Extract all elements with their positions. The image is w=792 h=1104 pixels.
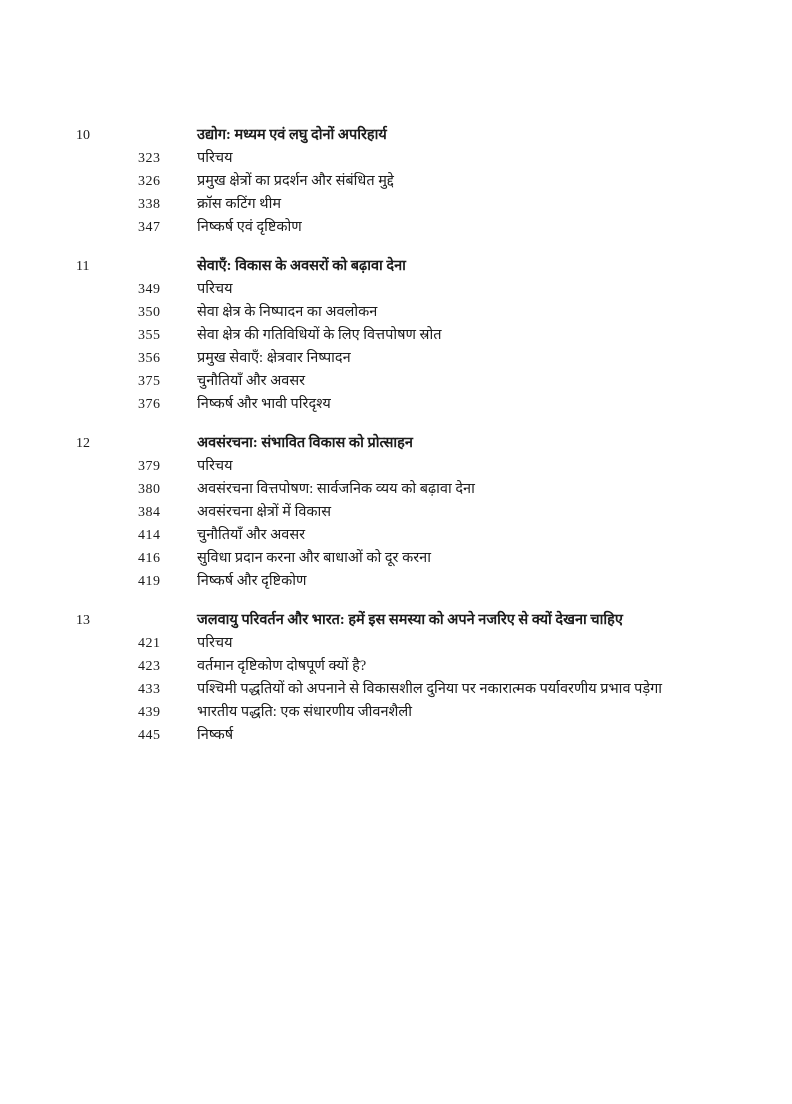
chapter-heading-row — [76, 124, 756, 147]
entry-page-number: 423 — [138, 659, 161, 674]
entry-title: सेवा क्षेत्र की गतिविधियों के लिए वित्तपोषण स्रोत — [197, 327, 442, 343]
toc-entry-row — [76, 170, 756, 193]
entry-page-number: 433 — [138, 682, 161, 697]
entry-title: प्रमुख सेवाएँ: क्षेत्रवार निष्पादन — [197, 350, 351, 366]
entry-page-number: 416 — [138, 551, 161, 566]
toc-entry-row — [76, 655, 756, 678]
toc-entry-row — [76, 370, 756, 393]
chapter-heading-row — [76, 609, 756, 632]
toc-entry-row — [76, 501, 756, 524]
toc-entry-row — [76, 347, 756, 370]
entry-title: परिचय — [197, 635, 233, 651]
entry-title: अवसंरचना क्षेत्रों में विकास — [197, 504, 332, 520]
toc-chapter — [76, 255, 756, 416]
entry-title: भारतीय पद्धति: एक संधारणीय जीवनशैली — [197, 704, 412, 720]
entry-page-number: 439 — [138, 705, 161, 720]
toc-entry-row — [76, 324, 756, 347]
toc-entry-row — [76, 570, 756, 593]
entry-title: सेवा क्षेत्र के निष्पादन का अवलोकन — [197, 304, 378, 320]
entry-title: अवसंरचना वित्तपोषण: सार्वजनिक व्यय को बढ़ावा देना — [197, 481, 475, 497]
entry-title: परिचय — [197, 458, 233, 474]
entry-title: परिचय — [197, 150, 233, 166]
toc-entry-row — [76, 478, 756, 501]
chapter-heading-row — [76, 255, 756, 278]
toc-entry-row — [76, 632, 756, 655]
chapter-title: अवसंरचना: संभावित विकास को प्रोत्साहन — [197, 435, 413, 451]
chapter-number: 13 — [76, 613, 90, 628]
toc-chapter — [76, 609, 756, 747]
entry-title: निष्कर्ष एवं दृष्टिकोण — [197, 219, 302, 235]
chapter-number: 10 — [76, 128, 90, 143]
entry-title: निष्कर्ष — [197, 727, 234, 743]
toc-entry-row — [76, 455, 756, 478]
entry-page-number: 379 — [138, 459, 161, 474]
entry-page-number: 380 — [138, 482, 161, 497]
toc-entry-row — [76, 216, 756, 239]
toc-entry-row — [76, 147, 756, 170]
entry-title: निष्कर्ष और दृष्टिकोण — [197, 573, 307, 589]
toc-entry-row — [76, 278, 756, 301]
toc-entry-row — [76, 524, 756, 547]
chapter-number: 11 — [76, 259, 90, 274]
toc-entry-row — [76, 701, 756, 724]
entry-page-number: 349 — [138, 282, 161, 297]
entry-title: क्रॉस कटिंग थीम — [197, 196, 281, 212]
toc-chapter-list — [76, 124, 756, 747]
entry-page-number: 421 — [138, 636, 161, 651]
toc-entry-row — [76, 193, 756, 216]
entry-page-number: 326 — [138, 174, 161, 189]
entry-title: चुनौतियाँ और अवसर — [197, 373, 306, 389]
entry-title: चुनौतियाँ और अवसर — [197, 527, 306, 543]
entry-title: सुविधा प्रदान करना और बाधाओं को दूर करना — [197, 550, 431, 566]
toc-entry-row — [76, 393, 756, 416]
chapter-title: जलवायु परिवर्तन और भारत: हमें इस समस्या को अपने नजरिए से क्यों देखना चाहिए — [197, 612, 623, 628]
chapter-number: 12 — [76, 436, 90, 451]
entry-page-number: 338 — [138, 197, 161, 212]
entry-page-number: 323 — [138, 151, 161, 166]
entry-title: परिचय — [197, 281, 233, 297]
entry-page-number: 347 — [138, 220, 161, 235]
entry-page-number: 419 — [138, 574, 161, 589]
entry-page-number: 376 — [138, 397, 161, 412]
toc-entry-row — [76, 301, 756, 324]
chapter-heading-row — [76, 432, 756, 455]
toc-chapter — [76, 124, 756, 239]
entry-page-number: 350 — [138, 305, 161, 320]
entry-page-number: 414 — [138, 528, 161, 543]
toc-entry-row — [76, 678, 756, 701]
entry-title: प्रमुख क्षेत्रों का प्रदर्शन और संबंधित मुद्दे — [197, 173, 394, 189]
entry-page-number: 356 — [138, 351, 161, 366]
entry-page-number: 445 — [138, 728, 161, 743]
chapter-title: सेवाएँ: विकास के अवसरों को बढ़ावा देना — [197, 258, 406, 274]
entry-page-number: 384 — [138, 505, 161, 520]
toc-entry-row — [76, 547, 756, 570]
chapter-title: उद्योग: मध्यम एवं लघु दोनों अपरिहार्य — [197, 127, 387, 143]
toc-chapter — [76, 432, 756, 593]
entry-page-number: 355 — [138, 328, 161, 343]
entry-title: पश्चिमी पद्धतियों को अपनाने से विकासशील दुनिया पर नकारात्मक पर्यावरणीय प्रभाव पड़ेगा — [197, 681, 663, 697]
entry-title: वर्तमान दृष्टिकोण दोषपूर्ण क्यों है? — [197, 658, 367, 674]
entry-title: निष्कर्ष और भावी परिदृश्य — [197, 396, 331, 412]
toc-entry-row — [76, 724, 756, 747]
entry-page-number: 375 — [138, 374, 161, 389]
